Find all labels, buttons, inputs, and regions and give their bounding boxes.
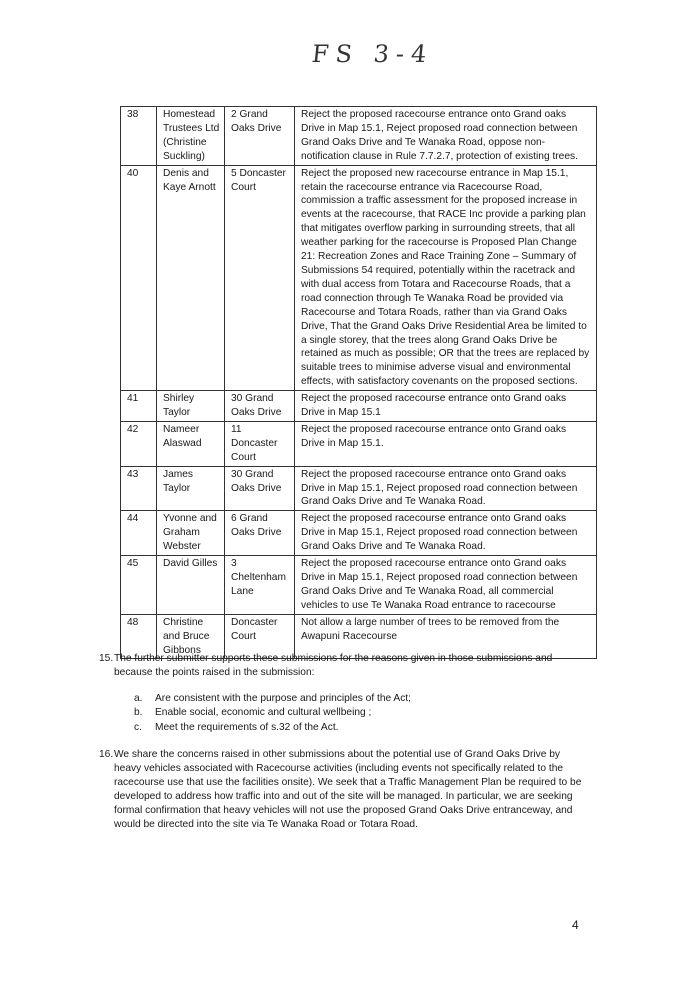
table-row	[121, 107, 597, 166]
table-row	[121, 391, 597, 422]
submitter-number: 42	[121, 421, 157, 466]
list-item-label: a.	[134, 693, 143, 704]
list-item-label: c.	[134, 721, 142, 733]
submission-summary: Reject the proposed racecourse entrance onto Grand oaks Drive in Map 15.1	[295, 391, 597, 422]
submitter-address: Doncaster Court	[225, 614, 295, 659]
submitter-name: Yvonne and Graham Webster	[157, 511, 225, 556]
table-row	[121, 165, 597, 391]
submitter-name: Christine and Bruce Gibbons	[157, 614, 225, 659]
submission-summary: Reject the proposed racecourse entrance onto Grand oaks Drive in Map 15.1, Reject proposed road connection between Grand Oaks Drive and Te Wanaka Road, all commercial vehicles to use Te Wanaka Road entrance to racecourse	[295, 556, 597, 615]
submitter-number: 40	[121, 165, 157, 391]
handwritten-stamp: FS 3-4	[310, 40, 435, 68]
paragraph-15	[99, 652, 589, 680]
submitter-name: Homestead Trustees Ltd (Christine Suckling)	[157, 107, 225, 166]
submitter-name: David Gilles	[157, 556, 225, 615]
submitter-number: 38	[121, 107, 157, 166]
paragraph-text: We share the concerns raised in other submissions about the potential use of Grand Oaks Drive by heavy vehicles associated with Racecourse activities (including events not specifically related to the racecourse use that use the facilities onsite). We seek that a Traffic Management Plan be required to be developed to address how traffic into and out of the site will be managed. In particular, we are seeking formal confirmation that heavy vehicles will not use the proposed Grand Oaks Drive entranceway, and would be directed into the site via Te Wanaka Road or Totara Road.	[114, 749, 582, 830]
submission-summary: Reject the proposed racecourse entrance onto Grand oaks Drive in Map 15.1, Reject proposed road connection between Grand Oaks Drive and Te Wanaka Road.	[295, 466, 597, 511]
submitter-name: James Taylor	[157, 466, 225, 511]
list-item-label: b.	[134, 707, 143, 719]
submission-summary: Reject the proposed racecourse entrance onto Grand oaks Drive in Map 15.1, Reject proposed road connection between Grand Oaks Drive and Te Wanaka Road, oppose non-notification clause in Rule 7.7.2.7, protection of existing trees.	[295, 107, 597, 166]
table-row	[121, 466, 597, 511]
submitter-number: 44	[121, 511, 157, 556]
submitter-name: Nameer Alaswad	[157, 421, 225, 466]
submitter-address: 2 Grand Oaks Drive	[225, 107, 295, 166]
submitter-address: 30 Grand Oaks Drive	[225, 391, 295, 422]
submission-summary: Reject the proposed racecourse entrance onto Grand oaks Drive in Map 15.1.	[295, 421, 597, 466]
submitter-name: Shirley Taylor	[157, 391, 225, 422]
submitter-address: 5 Doncaster Court	[225, 165, 295, 391]
table-row	[121, 511, 597, 556]
submitter-number: 45	[121, 556, 157, 615]
table-row	[121, 421, 597, 466]
submitter-number: 43	[121, 466, 157, 511]
list-item-text: Are consistent with the purpose and principles of the Act;	[155, 693, 411, 704]
paragraph-text: The further submitter supports these submissions for the reasons given in those submissions and because the points raised in the submission:	[114, 653, 553, 678]
page-number: 4	[572, 918, 579, 932]
submission-summary: Reject the proposed new racecourse entrance in Map 15.1, retain the racecourse entrance via Racecourse Road, commission a traffic assessment for the proposed increase in events at the racecourse, that RACE Inc provide a parking plan that mitigates overflow parking in surrounding streets, that all weather parking for the racecourse is Proposed Plan Change 21: Recreation Zones and Race Training Zone – Summary of Submissions 54 required, potentially within the racetrack and with dual access from Totara and Racecourse Roads, that a road connection through Te Wanaka Road be provided via Racecourse and Totara Roads, rather than via Grand Oaks Drive, That the Grand Oaks Drive Residential Area be limited to a single storey, that the trees along Grand Oaks Drive be retained as much as possible; OR that the trees are replaced by suitable trees to minimise adverse visual and environmental effects, with satisfactory covenants on the proposed sections.	[295, 165, 597, 391]
submitter-name: Denis and Kaye Arnott	[157, 165, 225, 391]
paragraph-16	[99, 748, 589, 832]
submissions-table	[120, 106, 597, 659]
submitter-number: 48	[121, 614, 157, 659]
list-item-text: Enable social, economic and cultural wellbeing ;	[155, 707, 372, 719]
submission-summary: Not allow a large number of trees to be removed from the Awapuni Racecourse	[295, 614, 597, 659]
submitter-address: 6 Grand Oaks Drive	[225, 511, 295, 556]
submitter-number: 41	[121, 391, 157, 422]
paragraph-number: 15.	[99, 653, 114, 664]
submitter-address: 3 Cheltenham Lane	[225, 556, 295, 615]
table-row	[121, 556, 597, 615]
submitter-address: 30 Grand Oaks Drive	[225, 466, 295, 511]
paragraph-number: 16.	[99, 749, 114, 760]
submission-summary: Reject the proposed racecourse entrance onto Grand oaks Drive in Map 15.1, Reject proposed road connection between Grand Oaks Drive and Te Wanaka Road.	[295, 511, 597, 556]
submitter-address: 11 Doncaster Court	[225, 421, 295, 466]
list-item-text: Meet the requirements of s.32 of the Act.	[155, 721, 339, 733]
